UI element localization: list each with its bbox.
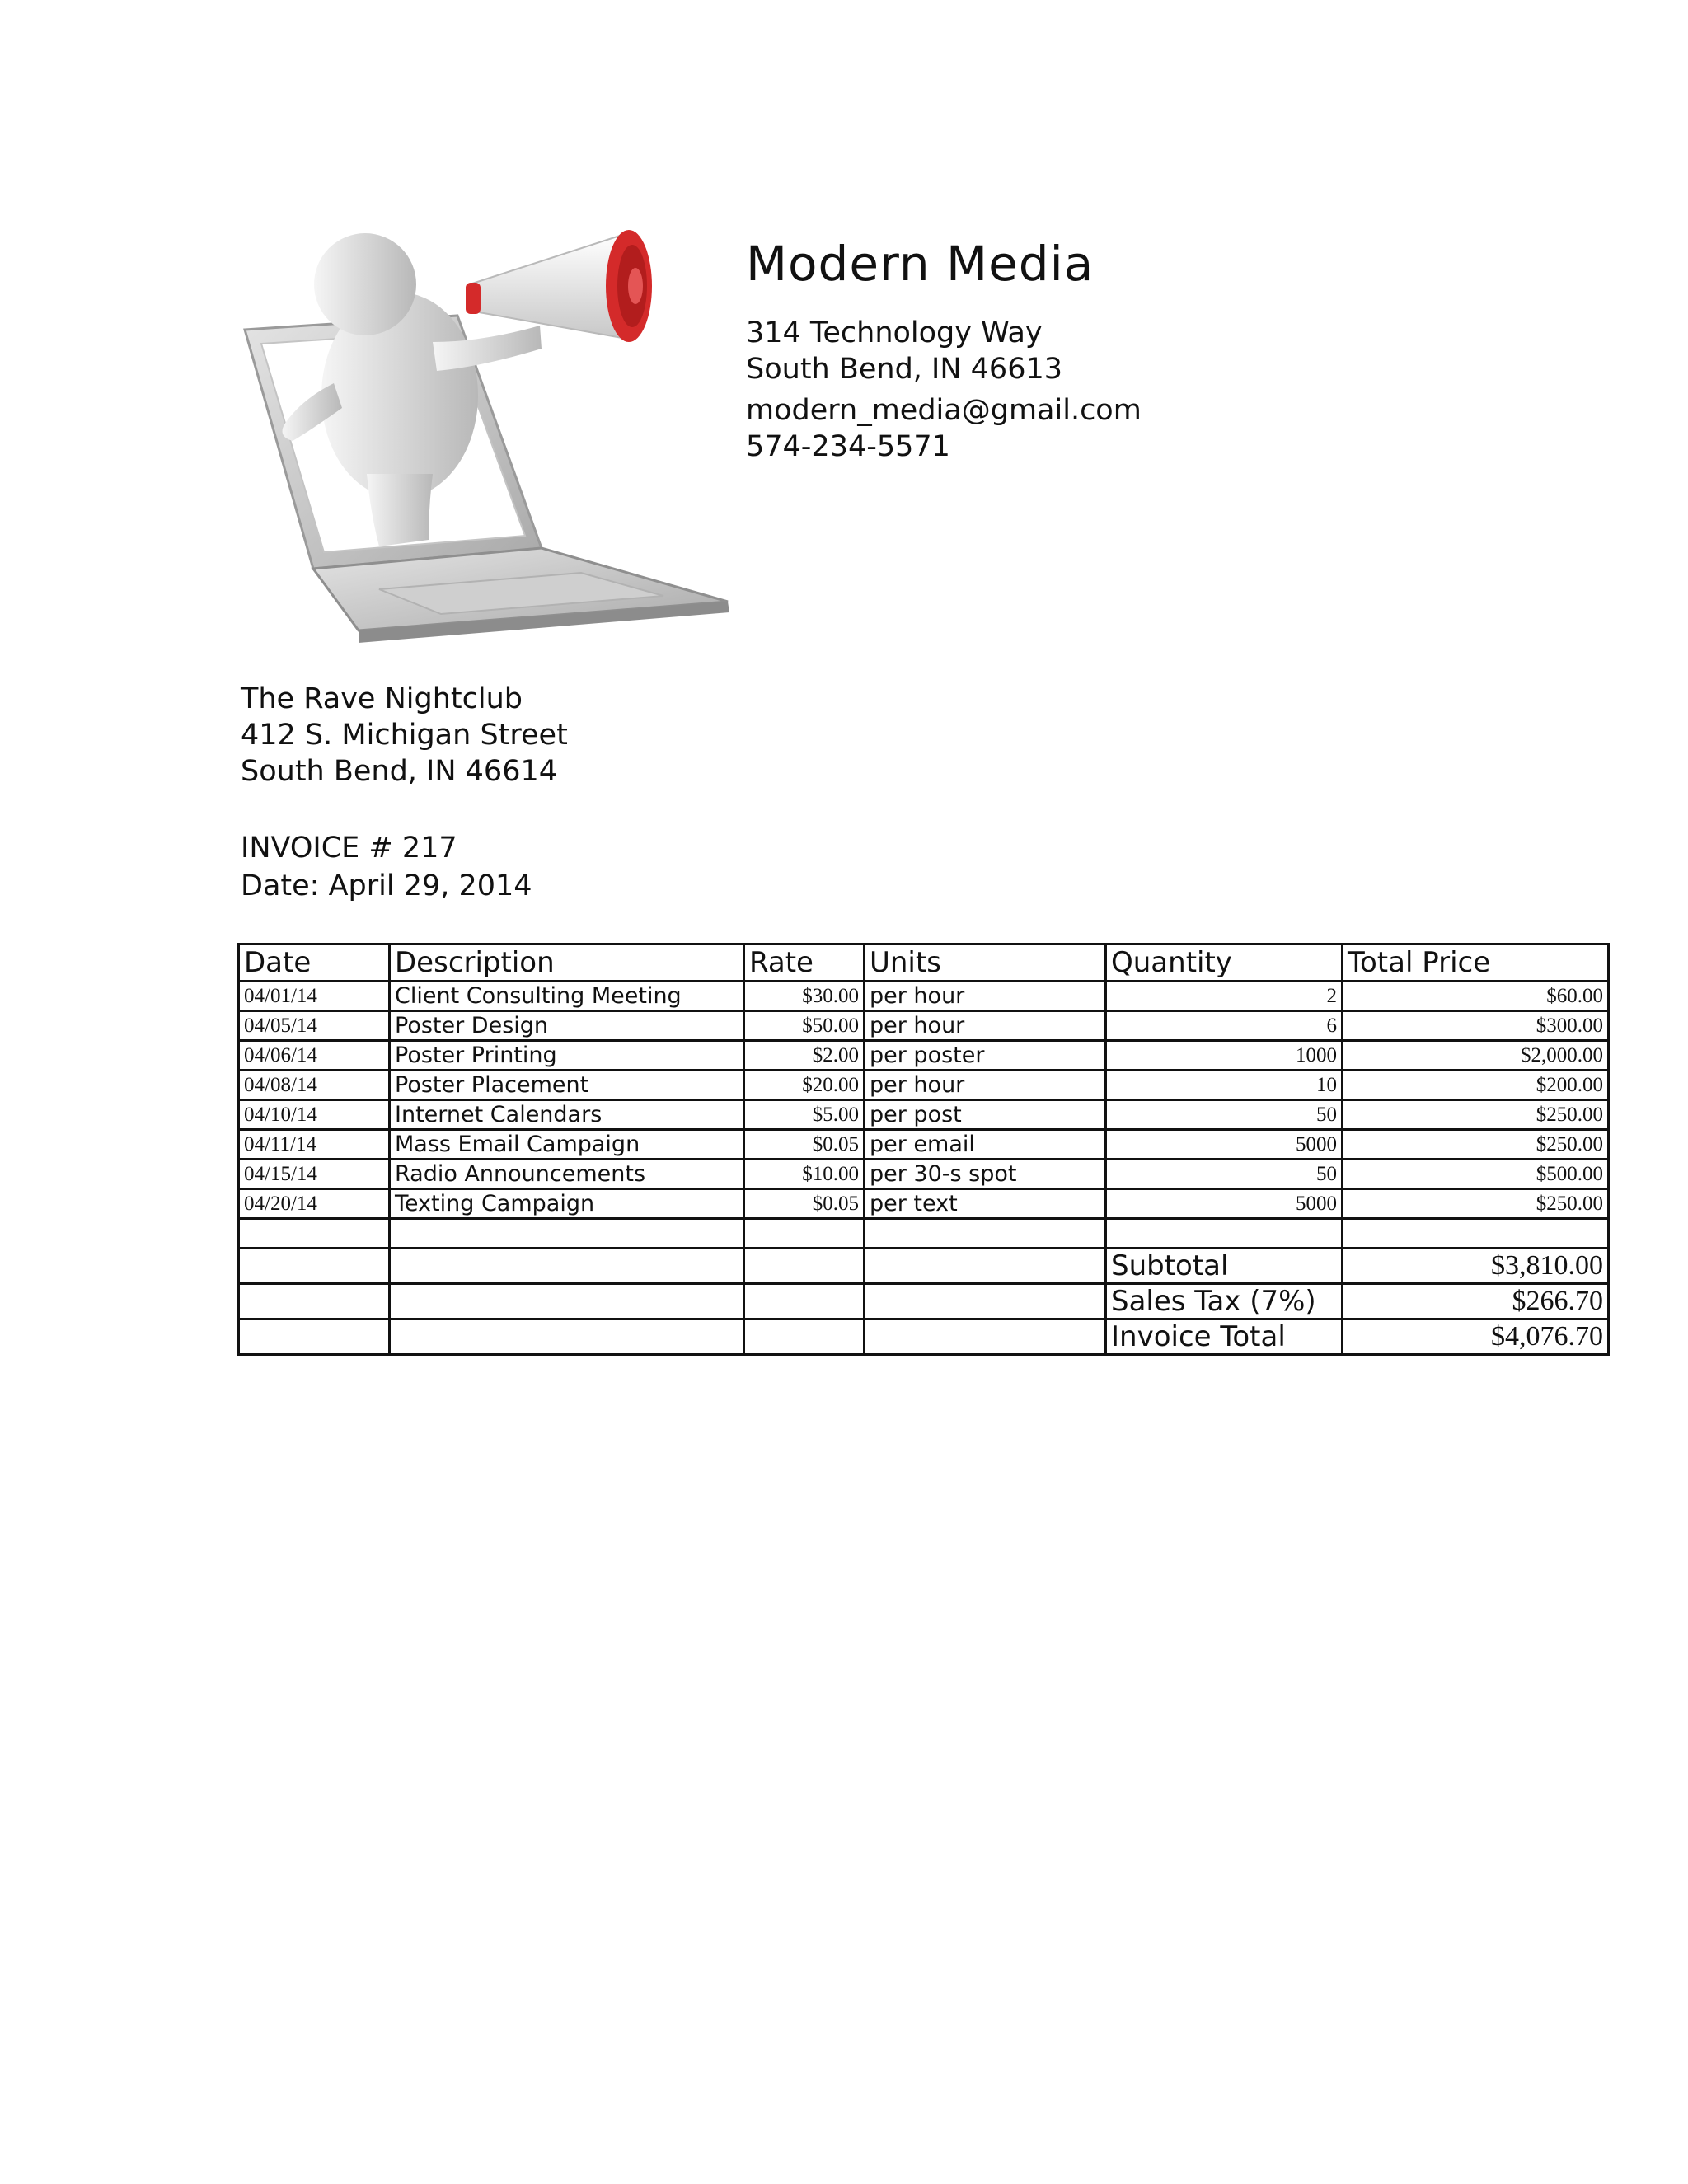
cell-description: Poster Placement	[390, 1071, 744, 1100]
table-row	[239, 1100, 1609, 1130]
cell-units: per 30-s spot	[865, 1160, 1106, 1189]
cell-rate: $10.00	[744, 1160, 865, 1189]
cell-total-price: $60.00	[1343, 982, 1609, 1011]
cell-quantity: 5000	[1106, 1130, 1343, 1160]
header-units: Units	[865, 944, 1106, 982]
cell-quantity: 50	[1106, 1100, 1343, 1130]
sales-tax-label: Sales Tax (7%)	[1106, 1284, 1343, 1319]
invoice-meta	[241, 829, 532, 905]
table-row	[239, 1189, 1609, 1219]
cell-date: 04/20/14	[239, 1189, 390, 1219]
invoice-number: INVOICE # 217	[241, 832, 457, 865]
cell-total-price: $500.00	[1343, 1160, 1609, 1189]
table-row	[239, 982, 1609, 1011]
subtotal-value: $3,810.00	[1343, 1249, 1609, 1284]
cell-units: per text	[865, 1189, 1106, 1219]
cell-units: per hour	[865, 982, 1106, 1011]
cell-units: per hour	[865, 1011, 1106, 1041]
client-address-line2: South Bend, IN 46614	[241, 755, 558, 788]
company-email: modern_media@gmail.com	[746, 394, 1142, 427]
cell-description: Mass Email Campaign	[390, 1130, 744, 1160]
cell-date: 04/05/14	[239, 1011, 390, 1041]
company-address-line2: South Bend, IN 46613	[746, 353, 1063, 386]
header-total-price: Total Price	[1343, 944, 1609, 982]
invoice-total-row	[239, 1319, 1609, 1355]
client-info	[241, 681, 568, 790]
cell-total-price: $250.00	[1343, 1130, 1609, 1160]
empty-row	[239, 1219, 1609, 1249]
table-row	[239, 1130, 1609, 1160]
megaphone-figure-laptop-icon	[235, 202, 738, 647]
cell-description: Poster Design	[390, 1011, 744, 1041]
cell-quantity: 50	[1106, 1160, 1343, 1189]
cell-description: Client Consulting Meeting	[390, 982, 744, 1011]
cell-total-price: $250.00	[1343, 1100, 1609, 1130]
table-row	[239, 1071, 1609, 1100]
client-address-line1: 412 S. Michigan Street	[241, 719, 568, 752]
cell-total-price: $200.00	[1343, 1071, 1609, 1100]
cell-description: Texting Campaign	[390, 1189, 744, 1219]
cell-date: 04/15/14	[239, 1160, 390, 1189]
cell-rate: $5.00	[744, 1100, 865, 1130]
cell-units: per hour	[865, 1071, 1106, 1100]
subtotal-label: Subtotal	[1106, 1249, 1343, 1284]
invoice-total-label: Invoice Total	[1106, 1319, 1343, 1355]
cell-total-price: $300.00	[1343, 1011, 1609, 1041]
company-info	[746, 231, 1142, 465]
cell-total-price: $2,000.00	[1343, 1041, 1609, 1071]
table-row	[239, 1160, 1609, 1189]
cell-date: 04/06/14	[239, 1041, 390, 1071]
cell-quantity: 1000	[1106, 1041, 1343, 1071]
invoice-total-value: $4,076.70	[1343, 1319, 1609, 1355]
cell-description: Radio Announcements	[390, 1160, 744, 1189]
header-description: Description	[390, 944, 744, 982]
header-quantity: Quantity	[1106, 944, 1343, 982]
cell-date: 04/10/14	[239, 1100, 390, 1130]
cell-units: per poster	[865, 1041, 1106, 1071]
cell-rate: $2.00	[744, 1041, 865, 1071]
client-name: The Rave Nightclub	[241, 682, 523, 715]
table-row	[239, 1041, 1609, 1071]
cell-date: 04/08/14	[239, 1071, 390, 1100]
cell-rate: $20.00	[744, 1071, 865, 1100]
sales-tax-row	[239, 1284, 1609, 1319]
cell-units: per post	[865, 1100, 1106, 1130]
header-rate: Rate	[744, 944, 865, 982]
cell-quantity: 10	[1106, 1071, 1343, 1100]
invoice-table	[237, 943, 1610, 1356]
cell-rate: $0.05	[744, 1130, 865, 1160]
table-header-row	[239, 944, 1609, 982]
cell-rate: $0.05	[744, 1189, 865, 1219]
table-row	[239, 1011, 1609, 1041]
cell-rate: $30.00	[744, 982, 865, 1011]
cell-date: 04/11/14	[239, 1130, 390, 1160]
header-date: Date	[239, 944, 390, 982]
invoice-date: Date: April 29, 2014	[241, 869, 532, 902]
subtotal-row	[239, 1249, 1609, 1284]
company-name: Modern Media	[746, 236, 1095, 292]
cell-units: per email	[865, 1130, 1106, 1160]
company-address-line1: 314 Technology Way	[746, 316, 1043, 349]
cell-quantity: 2	[1106, 982, 1343, 1011]
company-phone: 574-234-5571	[746, 430, 950, 463]
cell-quantity: 6	[1106, 1011, 1343, 1041]
cell-description: Internet Calendars	[390, 1100, 744, 1130]
cell-quantity: 5000	[1106, 1189, 1343, 1219]
cell-total-price: $250.00	[1343, 1189, 1609, 1219]
cell-date: 04/01/14	[239, 982, 390, 1011]
sales-tax-value: $266.70	[1343, 1284, 1609, 1319]
cell-rate: $50.00	[744, 1011, 865, 1041]
cell-description: Poster Printing	[390, 1041, 744, 1071]
